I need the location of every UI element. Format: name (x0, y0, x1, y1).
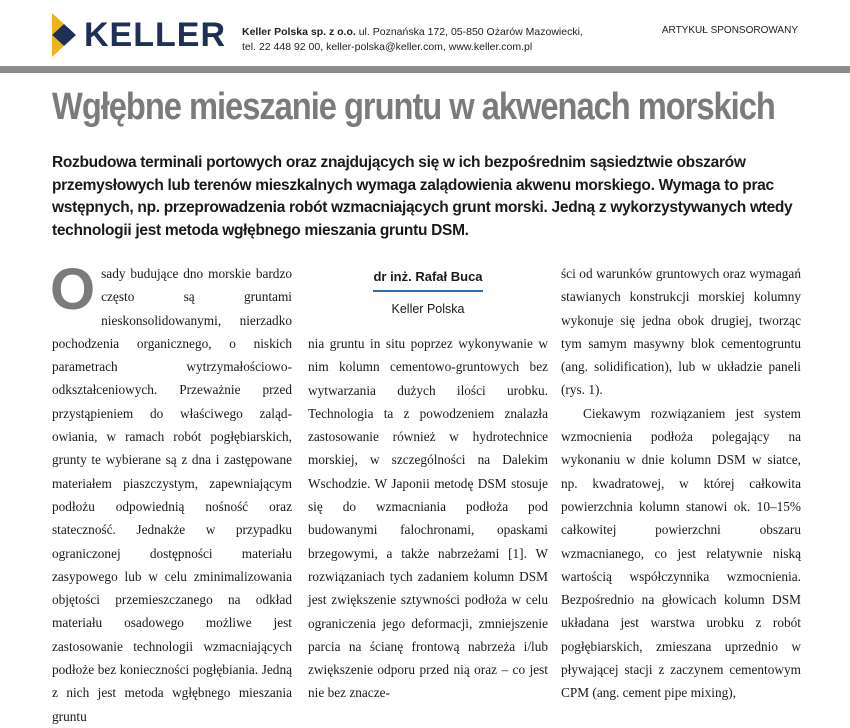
author-name: dr inż. Rafał Buca (373, 265, 482, 292)
column-1-text: sady budujące dno morskie bardzo często są gruntami nieskonsolidowanymi, nierzadko pochodzenia organicznego, o niskich parametrach wytrzymałościowo-odkształceniowych. Przeważnie przed przystąpieniem do właściwego zalądowiania, w ramach robót pogłębiarskich, grunty te wybierane są z dna i zastępowane materiałem piaszczystym, zapewniającym podłożu odpowiednią nośność oraz stateczność. Jednakże w przypadku ograniczonej dostępności materiału zasypowego lub w celu zminimalizowania objętości przemieszczanego na odkład materiału osadowego możliwe jest zastosowanie technologii wzmacniających podłoże bez konieczności pogłębiania. Jedną z nich jest metoda wgłębnego mieszania gruntu (52, 266, 292, 724)
company-info (242, 25, 583, 55)
company-name: Keller Polska sp. z o.o. (242, 26, 356, 38)
column-3-paragraph-2: Ciekawym rozwiązaniem jest system wzmocnienia podłoża polegający na wykonaniu w dnie kolumn DSM w siatce, np. kwadratowej, w której całkowita powierzchnia kolumn stanowi ok. 10–15% całkowitej powierzchni obszaru wzmacnianego, co jest relatywnie niską wartością współczynnika wzmocnienia. Bezpośrednio na głowicach kolumn DSM układana jest warstwa urobku z robót pogłębiarskich, zmieszana uprzednio w pływającej stacji z zaczynem cementowym CPM (ang. cement pipe mixing), (561, 405, 801, 701)
column-1-paragraph (50, 257, 292, 728)
author-box (308, 262, 548, 332)
sponsored-label: ARTYKUŁ SPONSOROWANY (661, 25, 798, 36)
column-2-text: nia gruntu in situ poprzez wykonywanie w nim kolumn cementowo-gruntowych bez wytwarzania dużych ilości urobku. Technologia ta z powodzeniem znalazła zastosowanie również w hydrotechnice morskiej, w szczególności na Dalekim Wschodzie. W Japonii metodę DSM stosuje się do wzmacniania podłoża pod budowanymi falochronami, opaskami brzegowymi, a także nabrzeżami [1]. W rozwiązaniach tych zadaniem kolumn DSM jest zwiększenie sztywności podłoża w celu ograniczenia jego deformacji, zmniejszenie parcia na ścianę frontową nabrzeża i/lub zwiększenie odporu przed nią oraz – co jest nie bez znacze- (308, 336, 548, 701)
article-column-1 (50, 257, 292, 728)
brand-name: KELLER (84, 16, 226, 54)
keller-logo[interactable] (52, 13, 226, 57)
keller-logo-icon (52, 13, 76, 57)
company-contact: tel. 22 448 92 00, keller-polska@keller.com, www.keller.com.pl (242, 41, 533, 53)
page-header (0, 0, 850, 66)
company-address: ul. Poznańska 172, 05-850 Ożarów Mazowiecki, (358, 26, 583, 38)
article-column-2 (308, 262, 548, 705)
article-title: Wgłębne mieszanie gruntu w akwenach morskich (52, 86, 775, 128)
header-divider (0, 66, 850, 73)
drop-cap: O (50, 257, 96, 322)
article-lead: Rozbudowa terminali portowych oraz znajdujących się w ich bezpośrednim sąsiedztwie obszarów przemysłowych lub terenów mieszkalnych wymaga zalądowienia akwenu morskiego. Wymaga to prac wstępnych, np. przeprowadzenia robót wzmacniających grunt morski. Jedną z wykorzystywanych wtedy technologii jest metoda wgłębnego mieszania gruntu DSM. (52, 154, 793, 239)
article-column-3 (561, 262, 801, 705)
column-3-paragraph-1: ści od warunków gruntowych oraz wymagań stawianych konstrukcji morskiej kolumny wykonuje się jedna obok drugiej, tworząc tym samym masywny blok cementogruntu (ang. solidification), lub w układzie paneli (rys. 1). (561, 266, 801, 398)
author-organization: Keller Polska (391, 302, 465, 317)
